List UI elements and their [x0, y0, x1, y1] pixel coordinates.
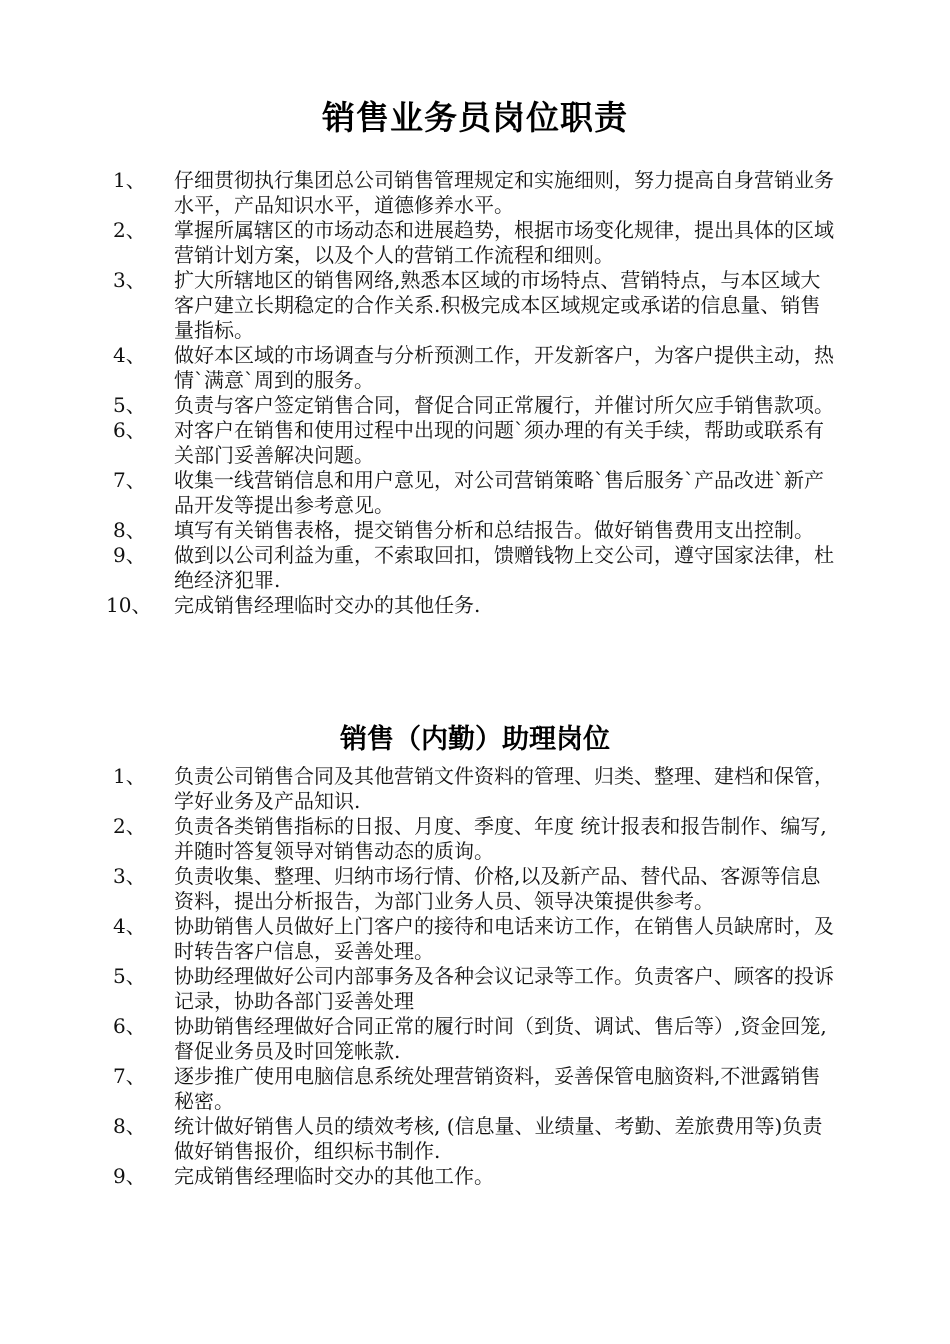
list-item: [0, 468, 950, 518]
list-item: [0, 1014, 950, 1064]
list-item: [0, 593, 950, 618]
item-number: 5、: [113, 393, 146, 417]
list-item: [0, 418, 950, 468]
sales-assistant-duties-list: [0, 764, 950, 1189]
item-text: 负责各类销售指标的日报、月度、季度、年度 统计报表和报告制作、编写,并随时答复领导对销售动态的质询。: [174, 814, 827, 863]
item-number: 4、: [113, 343, 146, 367]
section-title-sales-rep: 销售业务员岗位职责: [322, 98, 628, 137]
list-item: [0, 168, 950, 218]
list-item: [0, 1064, 950, 1114]
item-text: 负责与客户签定销售合同，督促合同正常履行，并催讨所欠应手销售款项。: [174, 393, 834, 417]
item-number: 7、: [113, 1064, 146, 1088]
item-number: 9、: [113, 543, 146, 567]
item-text: 扩大所辖地区的销售网络,熟悉本区域的市场特点、营销特点，与本区域大客户建立长期稳定的合作关系.积极完成本区域规定或承诺的信息量、销售量指标。: [174, 268, 821, 342]
item-text: 完成销售经理临时交办的其他任务.: [174, 593, 481, 617]
list-item: [0, 218, 950, 268]
item-number: 4、: [113, 914, 146, 938]
item-number: 6、: [113, 418, 146, 442]
item-number: 2、: [113, 218, 146, 242]
list-item: [0, 914, 950, 964]
list-item: [0, 1114, 950, 1164]
list-item: [0, 343, 950, 393]
list-item: [0, 543, 950, 593]
item-text: 负责收集、整理、归纳市场行情、价格,以及新产品、替代品、客源等信息资料，提出分析报告，为部门业务人员、领导决策提供参考。: [174, 864, 821, 913]
item-number: 1、: [113, 168, 146, 192]
item-number: 1、: [113, 764, 146, 788]
item-number: 3、: [113, 268, 146, 292]
list-item: [0, 1164, 950, 1189]
item-text: 收集一线营销信息和用户意见，对公司营销策略`售后服务`产品改进`新产品开发等提出参考意见。: [174, 468, 824, 517]
list-item: [0, 964, 950, 1014]
item-number: 9、: [113, 1164, 146, 1188]
item-number: 5、: [113, 964, 146, 988]
list-item: [0, 814, 950, 864]
item-text: 掌握所属辖区的市场动态和进展趋势，根据市场变化规律，提出具体的区域营销计划方案，以及个人的营销工作流程和细则。: [174, 218, 834, 267]
item-number: 8、: [113, 1114, 146, 1138]
list-item: [0, 268, 950, 343]
item-number: 10、: [106, 593, 152, 617]
item-text: 对客户在销售和使用过程中出现的问题`须办理的有关手续，帮助或联系有关部门妥善解决问题。: [174, 418, 824, 467]
list-item: [0, 393, 950, 418]
item-number: 8、: [113, 518, 146, 542]
item-text: 仔细贯彻执行集团总公司销售管理规定和实施细则，努力提高自身营销业务水平，产品知识水平，道德修养水平。: [174, 168, 834, 217]
sales-rep-duties-list: [0, 168, 950, 618]
item-number: 7、: [113, 468, 146, 492]
item-text: 逐步推广使用电脑信息系统处理营销资料，妥善保管电脑资料,不泄露销售秘密。: [174, 1064, 821, 1113]
item-text: 统计做好销售人员的绩效考核, (信息量、业绩量、考勤、差旅费用等)负责做好销售报价，组织标书制作.: [174, 1114, 823, 1163]
item-text: 协助销售人员做好上门客户的接待和电话来访工作，在销售人员缺席时，及时转告客户信息，妥善处理。: [174, 914, 834, 963]
list-item: [0, 764, 950, 814]
item-number: 2、: [113, 814, 146, 838]
item-text: 负责公司销售合同及其他营销文件资料的管理、归类、整理、建档和保管，学好业务及产品知识.: [174, 764, 834, 813]
section-title-sales-assistant: 销售（内勤）助理岗位: [340, 724, 610, 755]
item-text: 做好本区域的市场调查与分析预测工作，开发新客户，为客户提供主动，热情`满意`周到的服务。: [174, 343, 834, 392]
item-text: 协助经理做好公司内部事务及各种会议记录等工作。负责客户、顾客的投诉记录，协助各部门妥善处理: [174, 964, 834, 1013]
item-text: 做到以公司利益为重，不索取回扣，馈赠钱物上交公司，遵守国家法律，杜绝经济犯罪.: [174, 543, 834, 592]
list-item: [0, 864, 950, 914]
item-text: 完成销售经理临时交办的其他工作。: [174, 1164, 494, 1188]
item-text: 填写有关销售表格，提交销售分析和总结报告。做好销售费用支出控制。: [174, 518, 814, 542]
item-text: 协助销售经理做好合同正常的履行时间（到货、调试、售后等）,资金回笼,督促业务员及时回笼帐款.: [174, 1014, 827, 1063]
item-number: 6、: [113, 1014, 146, 1038]
item-number: 3、: [113, 864, 146, 888]
list-item: [0, 518, 950, 543]
